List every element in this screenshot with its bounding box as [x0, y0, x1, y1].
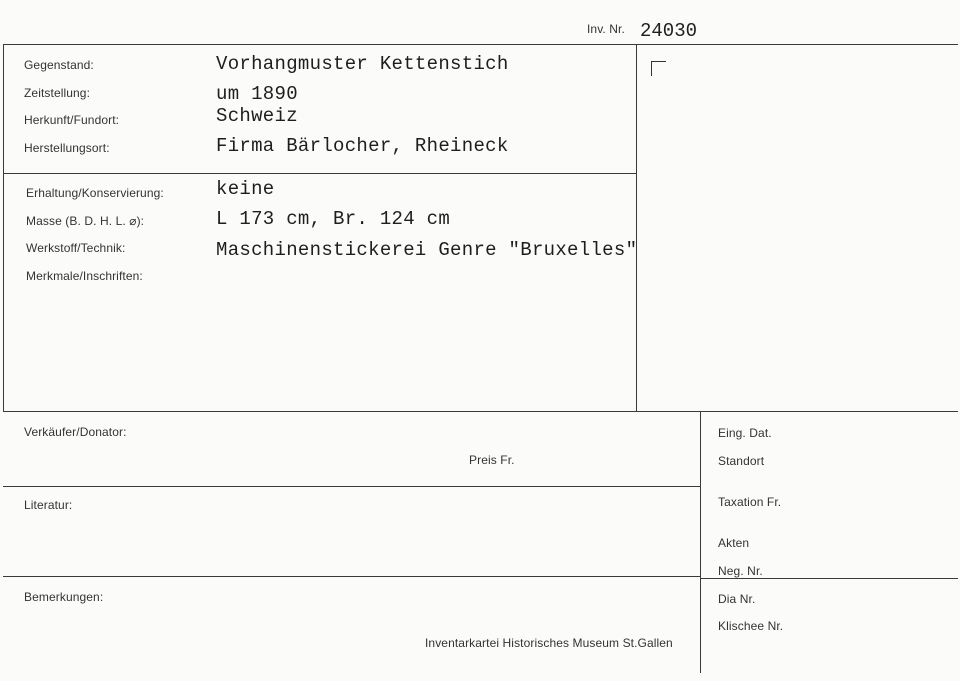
inv-nr-value: 24030	[640, 20, 698, 42]
masse-value: L 173 cm, Br. 124 cm	[216, 208, 451, 230]
werkstoff-label: Werkstoff/Technik:	[26, 241, 126, 255]
dia-nr-label: Dia Nr.	[718, 592, 756, 606]
erhaltung-label: Erhaltung/Konservierung:	[26, 186, 164, 200]
merkmale-label: Merkmale/Inschriften:	[26, 269, 143, 283]
akten-label: Akten	[718, 536, 750, 550]
erhaltung-value: keine	[216, 178, 275, 200]
right-column-divider	[700, 411, 701, 673]
herstellungsort-value: Firma Bärlocher, Rheineck	[216, 135, 509, 157]
left-rule	[3, 44, 4, 412]
verkaeufer-label: Verkäufer/Donator:	[24, 425, 127, 439]
image-box-divider	[636, 44, 637, 412]
section-divider-3	[3, 486, 700, 487]
literatur-label: Literatur:	[24, 498, 73, 512]
neg-nr-label: Neg. Nr.	[718, 564, 763, 578]
masse-label: Masse (B. D. H. L. ⌀):	[26, 214, 145, 228]
gegenstand-label: Gegenstand:	[24, 58, 94, 72]
bemerkungen-label: Bemerkungen:	[24, 590, 104, 604]
herkunft-label: Herkunft/Fundort:	[24, 113, 120, 127]
herstellungsort-label: Herstellungsort:	[24, 141, 110, 155]
herkunft-value: Schweiz	[216, 105, 298, 127]
footer-text: Inventarkartei Historisches Museum St.Gallen	[425, 636, 673, 650]
zeitstellung-label: Zeitstellung:	[24, 86, 90, 100]
werkstoff-value: Maschinenstickerei Genre "Bruxelles"	[216, 239, 638, 261]
standort-label: Standort	[718, 454, 765, 468]
section-divider-1	[3, 173, 636, 174]
zeitstellung-value: um 1890	[216, 83, 298, 105]
section-divider-2	[3, 411, 958, 412]
preis-label: Preis Fr.	[469, 453, 515, 467]
image-corner-mark	[651, 61, 666, 76]
top-rule	[3, 44, 958, 45]
eing-dat-label: Eing. Dat.	[718, 426, 772, 440]
inv-nr-label: Inv. Nr.	[587, 22, 625, 36]
taxation-label: Taxation Fr.	[718, 495, 782, 509]
klischee-nr-label: Klischee Nr.	[718, 619, 784, 633]
section-divider-4	[3, 576, 700, 577]
gegenstand-value: Vorhangmuster Kettenstich	[216, 53, 509, 75]
right-column-rule	[700, 578, 958, 579]
